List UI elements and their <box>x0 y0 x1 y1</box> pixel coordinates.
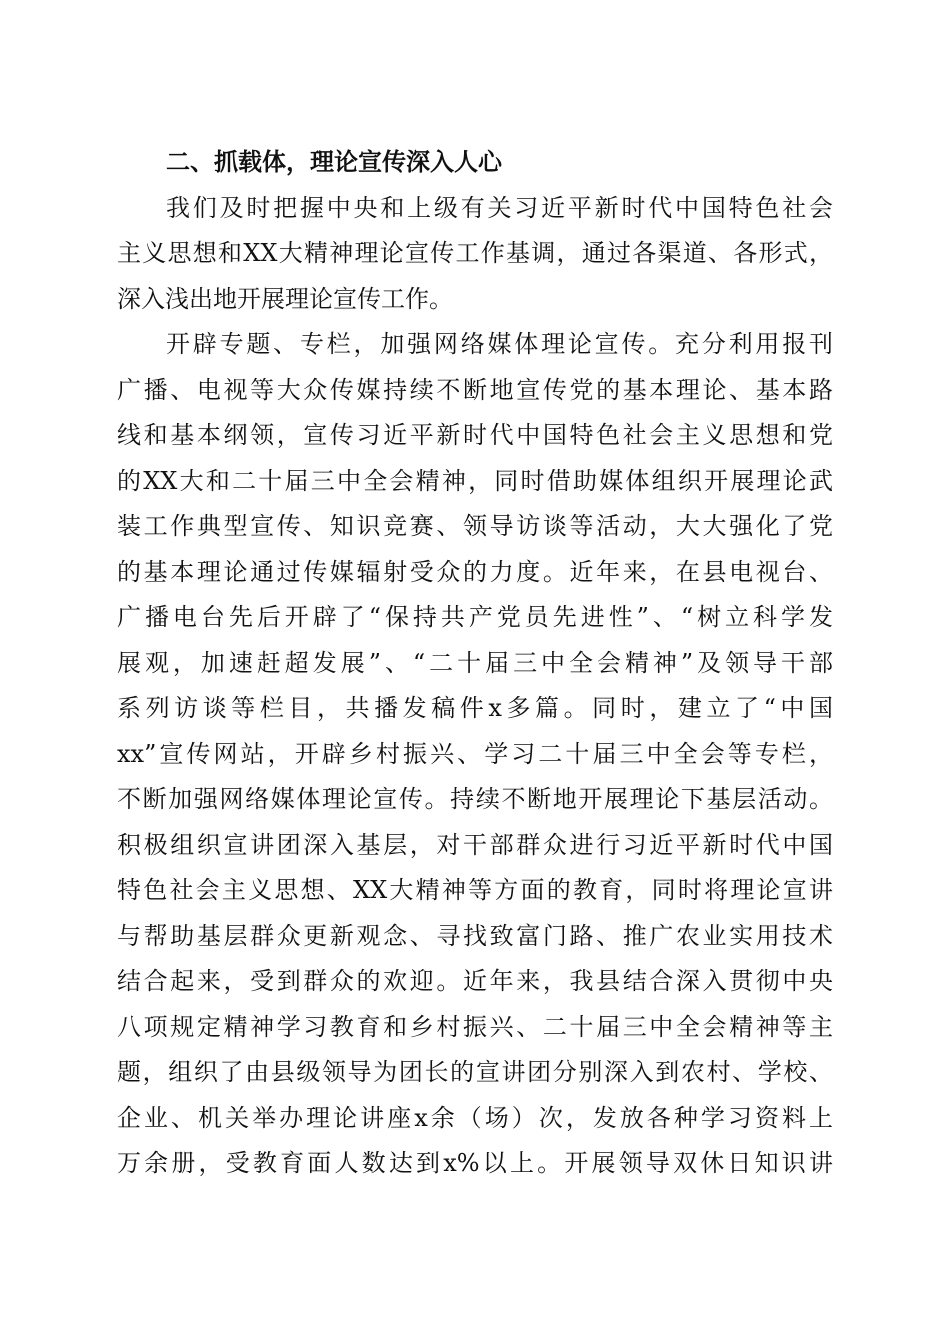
paragraph-line: 的XX大和二十届三中全会精神，同时借助媒体组织开展理论武 <box>117 466 833 495</box>
paragraph-media <box>117 322 833 1187</box>
paragraph-line: 主义思想和XX大精神理论宣传工作基调，通过各渠道、各形式， <box>117 239 833 267</box>
paragraph-line: 的基本理论通过传媒辐射受众的力度。近年来，在县电视台、 <box>117 557 833 586</box>
paragraph-line: 积极组织宣讲团深入基层，对干部群众进行习近平新时代中国 <box>117 830 833 859</box>
paragraph-intro <box>117 186 833 323</box>
paragraph-line: 深入浅出地开展理论宣传工作。 <box>117 284 453 313</box>
paragraph-line: 万余册，受教育面人数达到x%以上。开展领导双休日知识讲 <box>117 1149 833 1177</box>
paragraph-line: 题，组织了由县级领导为团长的宣讲团分别深入到农村、学校、 <box>117 1058 833 1086</box>
paragraph-line: 八项规定精神学习教育和乡村振兴、二十届三中全会精神等主 <box>117 1012 833 1041</box>
paragraph-line: 系列访谈等栏目，共播发稿件x多篇。同时，建立了“中国 <box>117 694 833 722</box>
paragraph-line: 展观，加速赶超发展”、“二十届三中全会精神”及领导干部 <box>117 648 833 677</box>
paragraph-line: 广播、电视等大众传媒持续不断地宣传党的基本理论、基本路 <box>117 375 833 404</box>
paragraph-line: 与帮助基层群众更新观念、寻找致富门路、推广农业实用技术 <box>117 921 833 950</box>
paragraph-line: 不断加强网络媒体理论宣传。持续不断地开展理论下基层活动。 <box>117 785 833 813</box>
document-body <box>117 140 833 1187</box>
paragraph-line: 线和基本纲领，宣传习近平新时代中国特色社会主义思想和党 <box>117 421 833 449</box>
paragraph-line: 结合起来，受到群众的欢迎。近年来，我县结合深入贯彻中央 <box>117 967 833 995</box>
paragraph-line: 企业、机关举办理论讲座x余（场）次，发放各种学习资料上 <box>117 1103 833 1132</box>
paragraph-line: 广播电台先后开辟了“保持共产党员先进性”、“树立科学发 <box>117 603 833 631</box>
paragraph-line: xx”宣传网站，开辟乡村振兴、学习二十届三中全会等专栏， <box>117 739 833 768</box>
paragraph-line: 装工作典型宣传、知识竞赛、领导访谈等活动，大大强化了党 <box>117 512 833 540</box>
paragraph-line: 我们及时把握中央和上级有关习近平新时代中国特色社会 <box>166 193 833 222</box>
paragraph-line: 特色社会主义思想、XX大精神等方面的教育，同时将理论宣讲 <box>117 876 833 904</box>
paragraph-line: 开辟专题、专栏，加强网络媒体理论宣传。充分利用报刊 <box>166 330 833 358</box>
section-heading: 二、抓载体，理论宣传深入人心 <box>166 148 502 176</box>
